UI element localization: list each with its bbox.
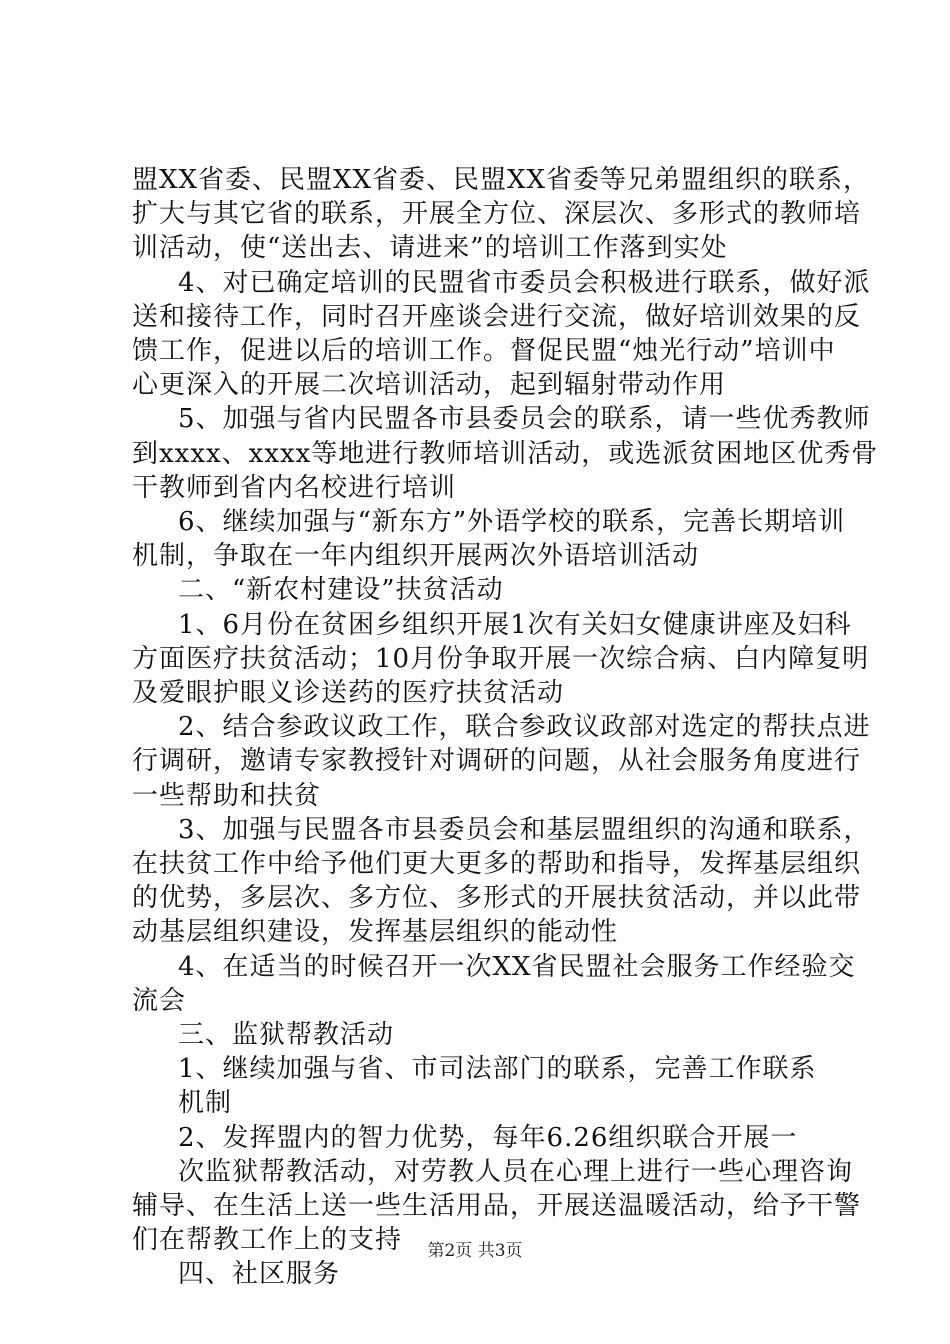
text-line: 扩大与其它省的联系，开展全方位、深层次、多形式的教师培 bbox=[132, 199, 862, 229]
section-heading: 四、社区服务 bbox=[178, 1259, 341, 1289]
text-line: 到xxxx、xxxx等地进行教师培训活动，或选派贫困地区优秀骨 bbox=[132, 439, 879, 469]
text-line: 4、对已确定培训的民盟省市委员会积极进行联系，做好派 bbox=[178, 268, 871, 298]
text-line: 行调研，邀请专家教授针对调研的问题，从社会服务角度进行 bbox=[132, 746, 862, 776]
text-line: 训活动，使“送出去、请进来”的培训工作落到实处 bbox=[132, 233, 728, 263]
text-line: 6、继续加强与“新东方”外语学校的联系，完善长期培训 bbox=[178, 507, 846, 537]
text-line: 机制，争取在一年内组织开展两次外语培训活动 bbox=[132, 541, 700, 571]
text-line: 送和接待工作，同时召开座谈会进行交流，做好培训效果的反 bbox=[132, 302, 862, 332]
text-line: 动基层组织建设，发挥基层组织的能动性 bbox=[132, 917, 619, 947]
text-line: 干教师到省内名校进行培训 bbox=[132, 473, 457, 503]
text-line: 1、6月份在贫困乡组织开展1次有关妇女健康讲座及妇科 bbox=[178, 610, 852, 640]
text-line: 盟XX省委、民盟XX省委、民盟XX省委等兄弟盟组织的联系， bbox=[132, 165, 871, 195]
text-line: 们在帮教工作上的支持 bbox=[132, 1225, 403, 1255]
text-line: 1、继续加强与省、市司法部门的联系，完善工作联系 bbox=[178, 1054, 817, 1084]
text-line: 心更深入的开展二次培训活动，起到辐射带动作用 bbox=[132, 370, 727, 400]
text-line: 次监狱帮教活动，对劳教人员在心理上进行一些心理咨询 bbox=[178, 1157, 854, 1187]
section-heading: 三、监狱帮教活动 bbox=[178, 1020, 395, 1050]
text-line: 一些帮助和扶贫 bbox=[132, 781, 322, 811]
text-line: 方面医疗扶贫活动；10月份争取开展一次综合病、白内障复明 bbox=[132, 644, 870, 674]
text-line: 在扶贫工作中给予他们更大更多的帮助和指导，发挥基层组织 bbox=[132, 849, 862, 879]
text-line: 的优势，多层次、多方位、多形式的开展扶贫活动，并以此带 bbox=[132, 883, 862, 913]
text-line: 2、发挥盟内的智力优势，每年6.26组织联合开展一 bbox=[178, 1123, 798, 1153]
text-line: 4、在适当的时候召开一次XX省民盟社会服务工作经验交 bbox=[178, 952, 856, 982]
text-line: 5、加强与省内民盟各市县委员会的联系，请一些优秀教师 bbox=[178, 404, 871, 434]
text-line: 机制 bbox=[178, 1088, 233, 1118]
text-line: 馈工作，促进以后的培训工作。督促民盟“烛光行动”培训中 bbox=[132, 336, 836, 366]
page-footer: 第2页 共3页 bbox=[427, 1241, 523, 1261]
text-line: 3、加强与民盟各市县委员会和基层盟组织的沟通和联系， bbox=[178, 815, 871, 845]
text-line: 辅导、在生活上送一些生活用品，开展送温暖活动，给予干警 bbox=[132, 1191, 862, 1221]
text-line: 流会 bbox=[132, 986, 187, 1016]
text-line: 2、结合参政议政工作，联合参政议政部对选定的帮扶点进 bbox=[178, 712, 871, 742]
text-line: 及爱眼护眼义诊送药的医疗扶贫活动 bbox=[132, 678, 565, 708]
section-heading: 二、“新农村建设”扶贫活动 bbox=[178, 575, 504, 605]
